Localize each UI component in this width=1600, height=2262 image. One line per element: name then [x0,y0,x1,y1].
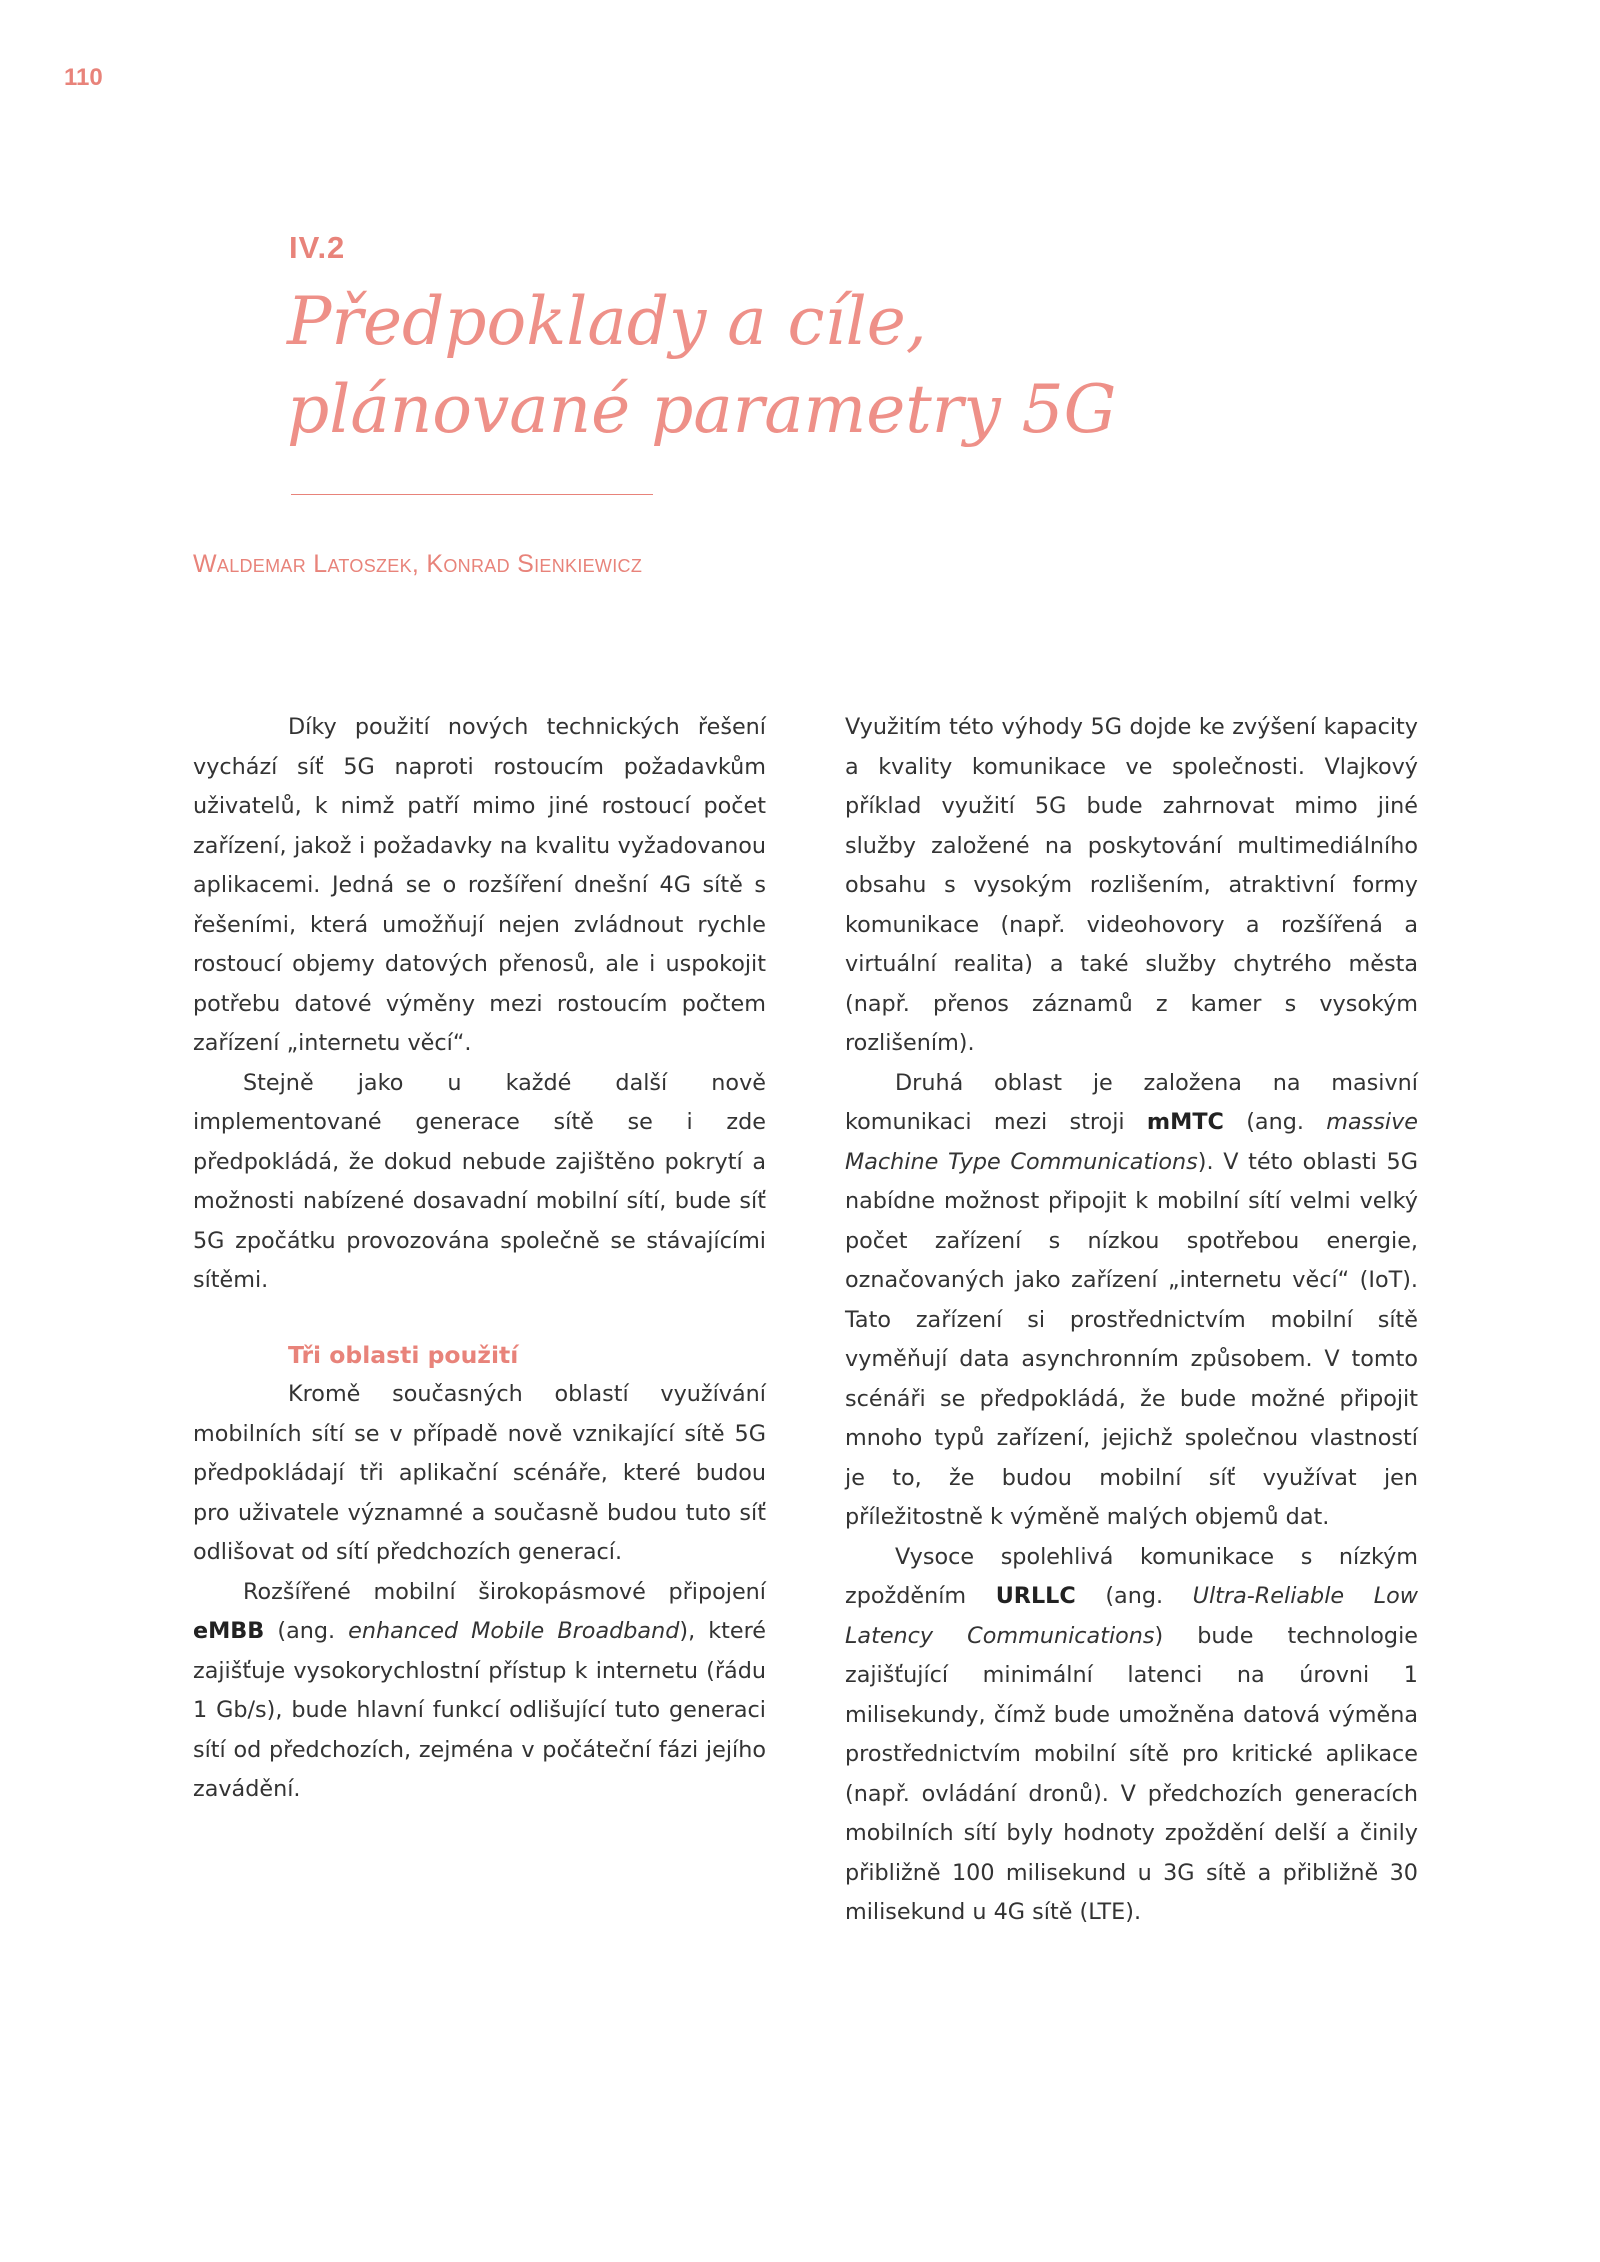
text-run: Druhá oblast je založena na masivní komunikaci mezi stroji [845,1069,1418,1135]
left-column [193,708,766,1810]
paragraph: Díky použití nových technických řešení vychází síť 5G naproti rostoucím požadavkům uživatelů, k nimž patří mimo jiné rostoucí počet zařízení, jakož i požadavky na kvalitu vyžadovanou aplikacemi. Jedná se o rozšíření dnešní 4G sítě s řešeními, která umožňují nejen zvládnout rychle rostoucí objemy datových přenosů, ale i uspokojit potřebu datové výměny mezi rostoucím počtem zařízení „internetu věcí“. [193,714,766,1056]
chapter-title-line-1: Předpoklady a cíle, [287,283,927,360]
paragraph: Kromě současných oblastí využívání mobilních sítí se v případě nově vznikající sítě 5G předpokládají tři aplikační scénáře, které budou pro uživatele významné a současně budou tuto síť odlišovat od sítí předchozích generací. [193,1381,766,1565]
paragraph [845,1538,1418,1933]
paragraph: Využitím této výhody 5G dojde ke zvýšení kapacity a kvality komunikace ve společnosti. Vlajkový příklad využití 5G bude zahrnovat mimo jiné služby založené na poskytování multimediálního obsahu s vysokým rozlišením, atraktivní formy komunikace (např. videohovory a rozšířená a virtuální realita) a také služby chytrého města (např. přenos záznamů z kamer s vysokým rozlišením). [845,714,1418,1056]
text-run: ) bude technologie zajišťující minimální latenci na úrovni 1 milisekundy, čímž bude umožněna datová výměna prostřednictvím mobilní sítě pro kritické aplikace (např. ovládání dronů). V předchozích generacích mobilních sítí byly hodnoty zpoždění delší a činily přibližně 100 milisekund u 3G sítě a přibližně 30 milisekund u 4G sítě (LTE). [845,1622,1418,1925]
term-expansion: massive Machine Type Communications [845,1109,1418,1175]
chapter-number: IV.2 [289,230,346,265]
section-heading: Tři oblasti použití [288,1340,519,1369]
title-divider [291,494,653,495]
text-run: (ang. [1075,1583,1193,1609]
page-number: 110 [64,64,103,91]
text-run: (ang. [1223,1109,1327,1135]
text-run: ), které zajišťuje vysokorychlostní přístup k internetu (řádu 1 Gb/s), bude hlavní funkcí odlišující tuto generaci sítí od předchozích, zejména v počáteční fázi jejího zavádění. [193,1618,766,1802]
text-run: ). V této oblasti 5G nabídne možnost připojit k mobilní sítí velmi velký počet zařízení s nízkou spotřebou energie, označovaných jako zařízení „internetu věcí“ (IoT). Tato zařízení si prostřednictvím mobilní sítě vyměňují data asynchronním způsobem. V tomto scénáři se předpokládá, že bude možné připojit mnoho typů zařízení, jejichž společnou vlastností je to, že budou mobilní síť využívat jen příležitostně k výměně malých objemů dat. [845,1148,1418,1530]
paragraph: Stejně jako u každé další nově implementované generace sítě se i zde předpokládá, že dokud nebude zajištěno pokrytí a možnosti nabízené dosavadní mobilní sítí, bude síť 5G zpočátku provozována společně se stávajícími sítěmi. [193,1069,766,1293]
paragraph [845,1064,1418,1538]
right-column [845,708,1418,1933]
text-run: Vysoce spolehlivá komunikace s nízkým zpožděním [845,1543,1418,1609]
term-urllc: URLLC [995,1583,1076,1609]
term-expansion: Ultra-Reliable Low Latency Communications [845,1583,1418,1649]
chapter-title-line-2: plánované parametry 5G [287,371,1117,448]
term-embb: eMBB [193,1618,265,1644]
paragraph [193,1573,766,1810]
text-run: (ang. [264,1618,349,1644]
text-run: Rozšířené mobilní širokopásmové připojení [243,1578,766,1605]
term-expansion: enhanced Mobile Broadband [348,1618,680,1644]
term-mmtc: mMTC [1146,1109,1224,1135]
chapter-title [287,278,1387,454]
authors: Waldemar Latoszek, Konrad Sienkiewicz [193,550,643,578]
